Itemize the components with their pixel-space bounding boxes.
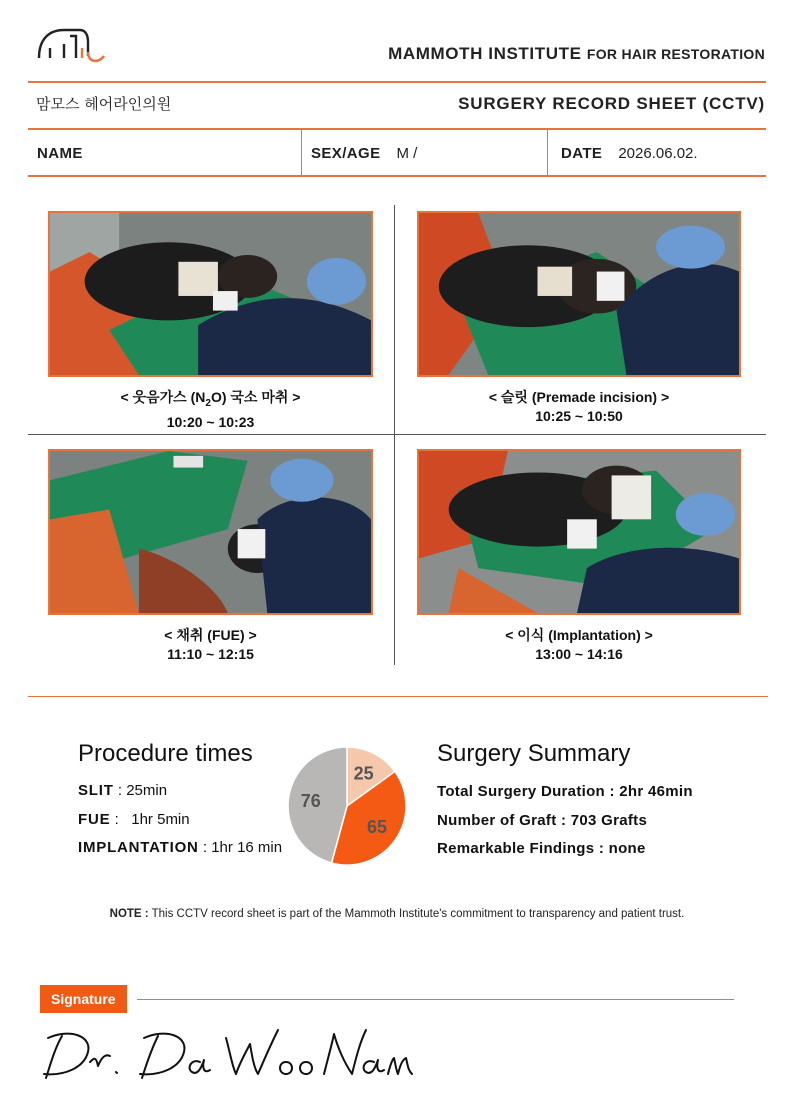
grid-divider-horizontal [28, 434, 766, 435]
institute-name: MAMMOTH INSTITUTE FOR HAIR RESTORATION [388, 44, 765, 63]
cctv-photo-fue [48, 449, 373, 615]
procedure-pie-chart [287, 746, 407, 866]
cctv-photo-anesthesia [48, 211, 373, 377]
procedure-step-label: < 웃음가스 $(N_2O)$ 국소 마취 > [120, 389, 301, 409]
pie-slice-label-0: 25 [353, 763, 374, 784]
signature-line [137, 999, 734, 1000]
clinic-korean-name: 맘모스 헤어라인의원 [36, 95, 172, 113]
procedure-step-label: < 이식 (Implantation) > [505, 627, 653, 643]
procedure-row-implantation: IMPLANTATION : 1hr 16 min [78, 839, 283, 856]
cctv-photo-slit [417, 211, 741, 377]
procedure-time: 10:25 ~ 10:50 [535, 408, 623, 424]
photo-caption [48, 388, 373, 432]
procedure-times-title: Procedure times [78, 740, 253, 767]
procedure-row-fue: FUE : 1hr 5min [78, 811, 190, 828]
pie-slice-label-2: 76 [300, 791, 321, 812]
surgery-summary-title: Surgery Summary [437, 740, 631, 767]
patient-info-row [28, 130, 766, 176]
summary-graft-count: Number of Graft : 703 Grafts [437, 812, 648, 829]
procedure-time: 11:10 ~ 12:15 [167, 646, 254, 662]
cctv-photo-implantation [417, 449, 741, 615]
summary-duration: Total Surgery Duration : 2hr 46min [437, 783, 693, 800]
sex-age-cell [302, 130, 548, 176]
date-cell [548, 130, 766, 176]
procedure-step-label: < 채취 (FUE) > [164, 627, 257, 643]
sex-age-value: M / [396, 144, 418, 162]
name-cell [28, 130, 302, 176]
pie-slice-label-1: 65 [367, 816, 388, 837]
summary-divider [28, 696, 768, 697]
photo-caption [48, 626, 373, 664]
divider [28, 175, 766, 177]
sex-age-label: SEX/AGE [311, 144, 381, 162]
grid-divider-vertical [394, 205, 395, 665]
divider [28, 81, 766, 83]
procedure-time: 10:20 ~ 10:23 [166, 413, 255, 430]
date-label: DATE [561, 144, 603, 162]
name-label: NAME [37, 144, 83, 162]
note: NOTE : This CCTV record sheet is part of the Mammoth Institute's commitment to transparency and patient trust. [109, 908, 685, 920]
summary-findings: Remarkable Findings : none [437, 840, 646, 857]
photo-caption [417, 388, 741, 426]
photo-caption [417, 626, 741, 664]
procedure-time: 13:00 ~ 14:16 [535, 646, 623, 662]
signature-tag: Signature [40, 985, 127, 1013]
procedure-row-slit: SLIT : 25min [78, 782, 168, 799]
sheet-title: SURGERY RECORD SHEET (CCTV) [458, 94, 765, 113]
mammoth-logo-icon [36, 26, 108, 66]
date-value: 2026.06.02. [618, 144, 698, 162]
doctor-signature [40, 1022, 420, 1084]
procedure-step-label: < 슬릿 (Premade incision) > [488, 389, 670, 405]
